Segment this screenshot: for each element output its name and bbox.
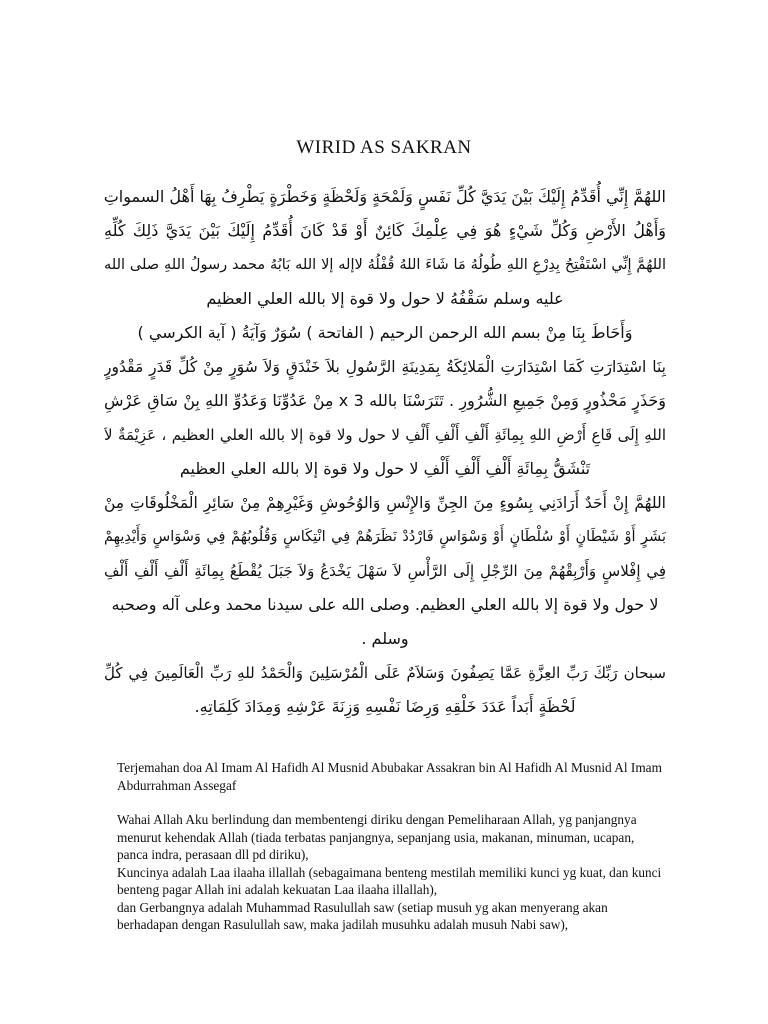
arabic-line: بِنَا اسْتِدَارَتِ كَمَا اسْتِدَارَتِ الْمَلائِكَةُ بِمَدِينَةِ الرَّسُولِ بلاَ خَنْدَقٍ وَلاَ سُوَرٍ مِنْ كُلِّ قَدَرٍ مَقْدُورٍ — [104, 358, 666, 376]
translation-paragraph: Wahai Allah Aku berlindung dan membentengi diriku dengan Pemeliharaan Allah, yg panjangnya menurut kehendak Allah (tiada terbatas panjangnya, sepanjang usia, makanan, minuman, ucapan, panca indra, perasaan dll pd diriku), — [117, 812, 637, 862]
arabic-line: فِي إِفْلاسٍ وَأَرْبِقْهُمْ مِنَ الرِّجْلِ إِلَى الرَّأْسِ لاَ سَهْلَ يَخْدَعُ وَلاَ جَبَلَ يُقْطَعُ بِمِائَةِ أَلْفِ أَلْفِ أَلْفِ — [104, 562, 666, 580]
arabic-line: سبحان رَبِّكَ رَبِّ العِزَّةِ عَمَّا يَصِفُونَ وَسَلاَمٌ عَلَى الْمُرْسَلِينَ وَالْحَمْدُ للهِ رَبِّ الْعَالَمِينَ فِي كُلِّ — [104, 664, 666, 682]
arabic-line: اللهِ إِلَى قَاعِ أَرْضِ اللهِ بِمِائَةِ أَلْفِ أَلْفِ أَلْفِ لا حول ولا قوة إلا بالله العلي العظيم ، عَزِيْمَةٌ لاَ — [104, 426, 666, 444]
document-title: WIRID AS SAKRAN — [296, 137, 472, 158]
arabic-line: اللهُمَّ إِنِّي اسْتَفْتِحُ بِدِرْعِ اللهِ طُولُهُ مَا شَاءَ اللهُ قُفْلُهُ لاإله إلا الله بَابُهُ محمد رسولُ اللهِ صلى الله — [104, 257, 666, 273]
translation-heading: Terjemahan doa Al Imam Al Hafidh Al Musnid Abubakar Assakran bin Al Hafidh Al Musnid Al Imam Abdurrahman Assegaf — [117, 760, 662, 793]
arabic-line: لَحْظَةٍ أَبَداً عَدَدَ خَلْقِهِ وَرِضَا نَفْسِهِ وَزِنَةَ عَرْشِهِ وَمِدَادَ كَلِمَاتِهِ. — [194, 697, 576, 716]
arabic-line: لا حول ولا قوة إلا بالله العلي العظيم. وصلى الله على سيدنا محمد وعلى آله وصحبه — [111, 595, 659, 614]
arabic-line: بَشَرٍ أَوْ شَيْطَانٍ أَوْ سُلْطَانٍ أَوْ وَسْوَاسٍ فَارْدُدْ نَظَرَهُمْ فِي انْتِكَاسٍ وَقُلُوبُهُمْ فِي وَسْوَاسٍ وَأَيْدِيهِمْ — [104, 529, 666, 545]
arabic-line: وَأَهْلُ الأَرْضِ وَكُلِّ شَيْءٍ هُوَ فِي عِلْمِكَ كَائِنٌ أَوْ قَدْ كَانَ أُقَدِّمُ إِلَيْكَ بَيْنَ يَدَيَّ ذَلِكَ كُلِّهِ — [104, 221, 666, 240]
arabic-line: وسلم . — [361, 629, 409, 648]
arabic-line: اللهُمَّ إِنْ أَحَدٌ أَرَادَنِي بِسُوءٍ مِنَ الجِنِّ وَالإِنْسِ وَالوُحُوشِ وَغَيْرِهِمْ مِنْ سَائِرِ الْمَخْلُوقَاتِ مِنْ — [104, 494, 666, 512]
arabic-line: وَأَحَاطَ بِنَا مِنْ بسم الله الرحمن الرحيم ( الفاتحة ) سُوَرٌ وَآيَةُ ( آية الكرسي ) — [137, 323, 633, 342]
translation-paragraph: dan Gerbangnya adalah Muhammad Rasulullah saw (setiap musuh yg akan menyerang akan berhadapan dengan Rasulullah saw, maka jadilah musuhku adalah musuh Nabi saw), — [117, 899, 608, 932]
translation-paragraph: Kuncinya adalah Laa ilaaha illallah (sebagaimana benteng mestilah memiliki kunci yg kuat, dan kunci benteng pagar Allah ini adalah kekuatan Laa ilaaha illallah), — [117, 864, 662, 897]
arabic-line: عليه وسلم سَقْفُهُ لا حول ولا قوة إلا بالله العلي العظيم — [206, 289, 564, 308]
arabic-line: وَحَذَرٍ مَحْذُورٍ وَمِنْ جَمِيعِ الشُّرُورِ . تَتَرَسْنَا بالله 3 x مِنْ عَدُوِّنَا وَعَدُوِّ اللهِ بِنْ سَاقِ عَرْشِ — [104, 391, 666, 410]
arabic-line: اللهُمَّ إِنِّي أُقَدِّمُ إِلَيْكَ بَيْنَ يَدَيَّ كُلِّ نَفَسٍ وَلَمْحَةٍ وَلَحْظَةٍ وَخَطْرَةٍ يَطْرِفُ بِهَا أَهْلُ السمواتِ — [104, 187, 666, 206]
translation-section — [117, 759, 662, 934]
arabic-wirid-text — [104, 180, 666, 724]
arabic-line: تَنْشَقُّ بِمِائَةِ أَلْفِ أَلْفِ أَلْفِ لا حول ولا قوة إلا بالله العلي العظيم — [179, 459, 591, 478]
